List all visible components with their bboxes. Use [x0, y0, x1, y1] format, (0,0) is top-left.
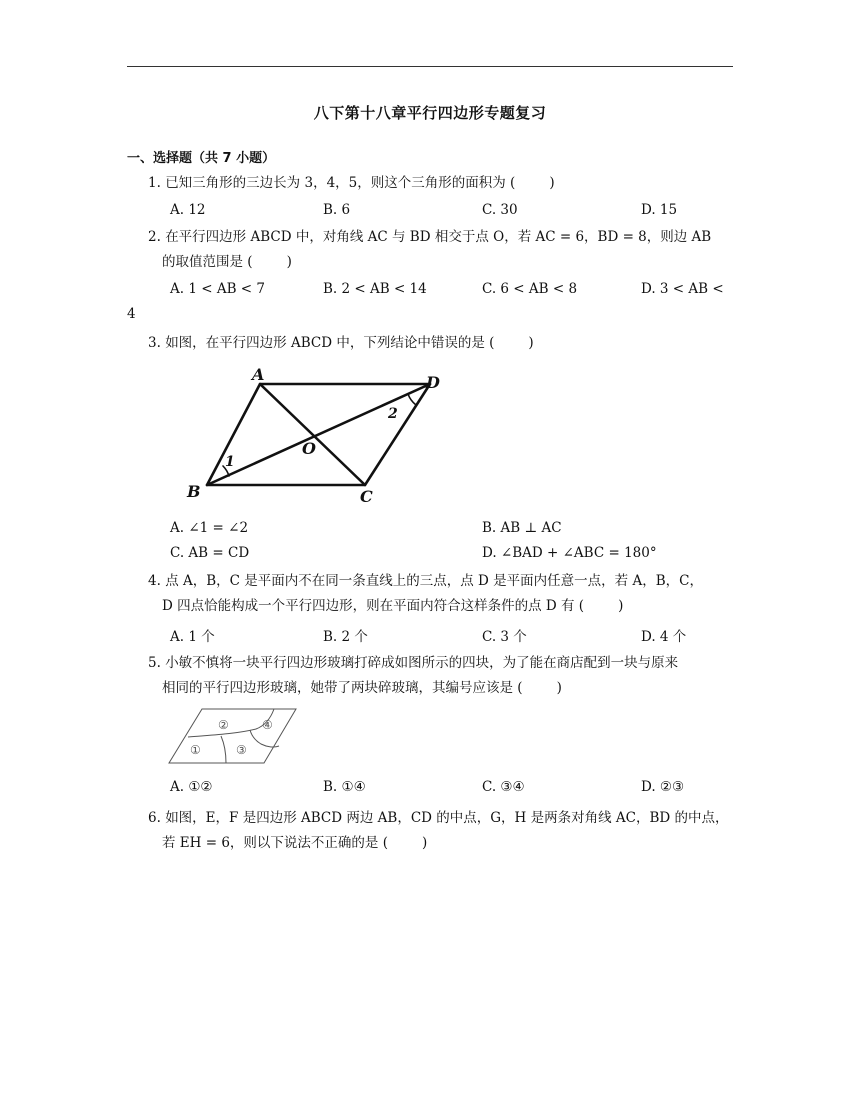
question-5-line2: [162, 676, 562, 700]
question-5: [148, 651, 678, 675]
option-a: A. 1 个: [170, 629, 215, 645]
question-stem-line2: 的取值范围是 (: [162, 254, 253, 270]
option-a: A. ①②: [170, 779, 213, 795]
option-a: A. ∠1 = ∠2: [170, 520, 249, 536]
option-b: B. 6: [323, 202, 351, 218]
broken-glass-figure: [166, 706, 300, 766]
question-stem: 已知三角形的三边长为 3，4，5，则这个三角形的面积为 (: [165, 175, 516, 191]
header-rule: [127, 66, 733, 67]
page-title: 八下第十八章平行四边形专题复习: [313, 104, 547, 122]
answer-paren-close: ): [549, 175, 555, 191]
option-d: D. 4 个: [641, 629, 687, 645]
option-d: D. 15: [641, 202, 678, 218]
angle-2-arc: [408, 394, 416, 405]
question-3: [148, 331, 534, 355]
option-a: A. 12: [170, 202, 206, 218]
answer-paren-close: ): [286, 254, 292, 270]
label-d: D: [426, 373, 440, 392]
glass-outline: [169, 709, 296, 763]
question-number: 4.: [148, 573, 161, 589]
question-number: 6.: [148, 810, 161, 826]
question-number: 5.: [148, 655, 161, 671]
option-d: D. ②③: [641, 779, 685, 795]
parallelogram-figure: [180, 362, 450, 507]
question-number: 2.: [148, 229, 161, 245]
question-stem-line2: D 四点恰能构成一个平行四边形，则在平面内符合这样条件的点 D 有 (: [162, 598, 585, 614]
question-stem-line1: 在平行四边形 ABCD 中，对角线 AC 与 BD 相交于点 O，若 AC = 6，BD = 8，则边 AB: [165, 229, 712, 245]
question-2-line2: [162, 250, 292, 274]
question-6: [148, 806, 729, 830]
option-d: D. ∠BAD + ∠ABC = 180°: [482, 545, 657, 561]
question-stem-line2: 若 EH = 6，则以下说法不正确的是 (: [162, 835, 388, 851]
answer-paren-close: ): [618, 598, 624, 614]
label-piece-3: ③: [236, 743, 247, 757]
label-o: O: [302, 439, 316, 458]
question-4-line2: [162, 594, 623, 618]
question-stem-line1: 小敏不慎将一块平行四边形玻璃打碎成如图所示的四块，为了能在商店配到一块与原来: [165, 655, 679, 671]
option-b: B. ①④: [323, 779, 366, 795]
answer-paren-close: ): [421, 835, 428, 851]
question-stem-line1: 如图，E，F 是四边形 ABCD 两边 AB，CD 的中点，G，H 是两条对角线 AC，BD 的中点，: [165, 810, 729, 826]
option-c: C. 6 < AB < 8: [482, 281, 578, 297]
label-piece-2: ②: [218, 718, 229, 732]
crack-line-2: [221, 736, 226, 763]
label-a: A: [252, 365, 265, 384]
question-stem: 如图，在平行四边形 ABCD 中，下列结论中错误的是 (: [165, 335, 495, 351]
option-c: C. AB = CD: [170, 545, 250, 561]
diagonal-ac: [260, 384, 365, 485]
question-number: 1.: [148, 175, 161, 191]
label-piece-4: ④: [262, 718, 273, 732]
option-b: B. 2 个: [323, 629, 368, 645]
question-stem-line2: 相同的平行四边形玻璃，她带了两块碎玻璃，其编号应该是 (: [162, 680, 523, 696]
option-a: A. 1 < AB < 7: [170, 281, 265, 297]
label-angle-2: 2: [388, 406, 398, 422]
question-1: [148, 171, 555, 195]
answer-paren-close: ): [528, 335, 534, 351]
option-c: C. 3 个: [482, 629, 527, 645]
option-d: D. 3 < AB <: [641, 281, 724, 297]
option-b: B. 2 < AB < 14: [323, 281, 427, 297]
question-2: [148, 225, 711, 249]
section-heading: 一、选择题（共 7 小题）: [127, 151, 276, 166]
label-c: C: [360, 487, 373, 506]
option-c: C. ③④: [482, 779, 525, 795]
label-angle-1: 1: [225, 454, 235, 470]
label-b: B: [187, 482, 201, 501]
question-stem-line1: 点 A，B，C 是平面内不在同一条直线上的三点，点 D 是平面内任意一点，若 A，B，C，: [165, 573, 703, 589]
option-d-overflow: 4: [127, 306, 136, 322]
question-4: [148, 569, 703, 593]
answer-paren-close: ): [556, 680, 562, 696]
option-b: B. AB ⊥ AC: [482, 520, 562, 536]
label-piece-1: ①: [190, 743, 201, 757]
question-number: 3.: [148, 335, 161, 351]
option-c: C. 30: [482, 202, 518, 218]
question-6-line2: [162, 831, 427, 855]
